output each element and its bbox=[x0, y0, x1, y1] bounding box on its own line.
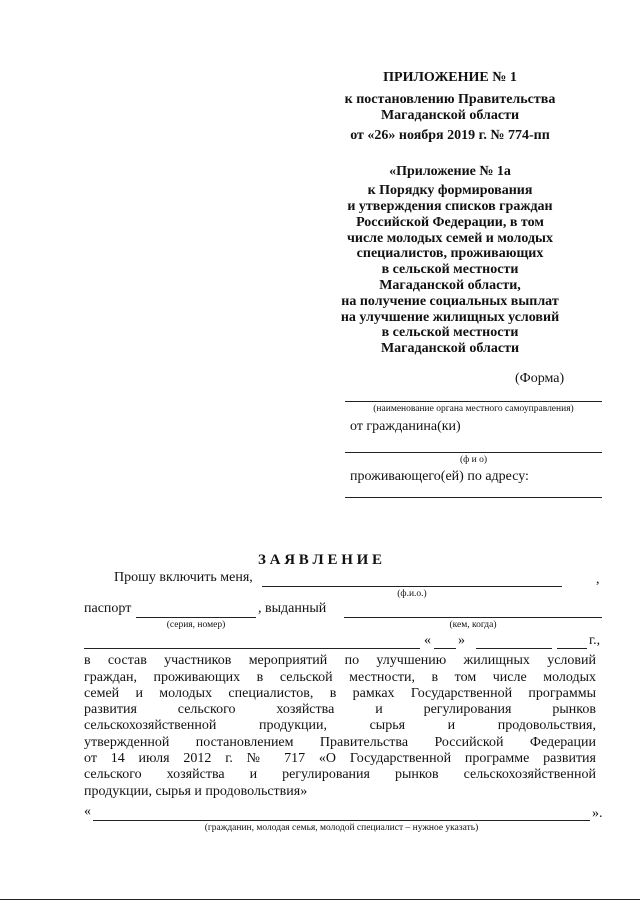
passport-number-line[interactable] bbox=[136, 617, 256, 618]
issue-month-line[interactable] bbox=[476, 648, 552, 649]
category-quote-close: ». bbox=[592, 806, 603, 821]
appendix-line: в сельской местности bbox=[381, 262, 519, 277]
statement-title: З А Я В Л Е Н И Е bbox=[257, 552, 383, 568]
passport-label: паспорт bbox=[84, 601, 132, 616]
address-line[interactable] bbox=[345, 497, 602, 498]
appendix-line: Российской Федерации, в том bbox=[356, 215, 544, 230]
body-line: в состав участников мероприятий по улучшению жилищных условий bbox=[84, 653, 596, 668]
category-quote-open: « bbox=[84, 804, 91, 819]
appendix-line: Магаданской области, bbox=[379, 278, 521, 293]
request-comma: , bbox=[596, 572, 600, 587]
region-name: Магаданской области bbox=[380, 108, 520, 123]
citizen-fio-line[interactable] bbox=[345, 452, 602, 453]
appendix-line: числе молодых семей и молодых bbox=[347, 231, 553, 246]
applicant-fio-caption: (ф.и.о.) bbox=[397, 589, 427, 599]
date-quote-open: « bbox=[424, 633, 431, 648]
applicant-category-line[interactable] bbox=[93, 820, 590, 821]
appendix-1a-title: «Приложение № 1а bbox=[389, 164, 511, 179]
resolution-reference: к постановлению Правительства bbox=[344, 92, 556, 107]
resolution-date: от «26» ноября 2019 г. № 774-пп bbox=[350, 128, 550, 143]
date-quote-close: » bbox=[458, 633, 465, 648]
issued-label: , выданный bbox=[258, 601, 327, 616]
org-name-line[interactable] bbox=[345, 401, 602, 402]
form-label: (Форма) bbox=[515, 371, 565, 386]
appendix-number-title: ПРИЛОЖЕНИЕ № 1 bbox=[383, 70, 517, 85]
issuer-continuation-line[interactable] bbox=[84, 648, 420, 649]
applicant-category-caption: (гражданин, молодая семья, молодой специалист – нужное указать) bbox=[204, 823, 479, 833]
page-bottom-divider bbox=[0, 899, 640, 900]
citizen-fio-caption: (ф и о) bbox=[459, 455, 488, 465]
year-suffix: г., bbox=[589, 633, 601, 648]
body-line: от 14 июля 2012 г. № 717 «О Государственной программе развития bbox=[84, 751, 596, 766]
passport-issuer-line[interactable] bbox=[344, 617, 602, 618]
address-label: проживающего(ей) по адресу: bbox=[350, 469, 529, 484]
appendix-line: на получение социальных выплат bbox=[341, 294, 559, 309]
appendix-line: и утверждения списков граждан bbox=[347, 199, 553, 214]
body-line: семей и молодых специалистов, в рамках Государственной программы bbox=[84, 686, 596, 701]
body-last-line: продукции, сырья и продовольствия» bbox=[84, 784, 308, 799]
body-line: утвержденной постановлением Правительства Российской Федерации bbox=[84, 735, 596, 750]
body-line: граждан, проживающих в сельской местности, в том числе молодых bbox=[84, 670, 596, 685]
appendix-line: в сельской местности bbox=[381, 325, 519, 340]
body-line: сельскохозяйственной продукции, сырья и продовольствия, bbox=[84, 718, 596, 733]
appendix-line: Магаданской области bbox=[380, 341, 520, 356]
body-line: сельского хозяйства и регулирования рынков сельскохозяйственной bbox=[84, 767, 596, 782]
issue-year-line[interactable] bbox=[557, 648, 587, 649]
appendix-line: к Порядку формирования bbox=[367, 183, 533, 198]
passport-number-caption: (серия, номер) bbox=[166, 620, 226, 630]
from-citizen-label: от гражданина(ки) bbox=[350, 419, 461, 434]
issue-day-line[interactable] bbox=[434, 648, 456, 649]
appendix-line: на улучшение жилищных условий bbox=[340, 310, 560, 325]
org-name-caption: (наименование органа местного самоуправления) bbox=[373, 404, 574, 414]
appendix-line: специалистов, проживающих bbox=[356, 246, 544, 261]
passport-issuer-caption: (кем, когда) bbox=[449, 620, 497, 630]
request-text: Прошу включить меня, bbox=[114, 570, 253, 585]
applicant-fio-line[interactable] bbox=[262, 586, 562, 587]
body-line: развития сельского хозяйства и регулирования рынков bbox=[84, 702, 596, 717]
